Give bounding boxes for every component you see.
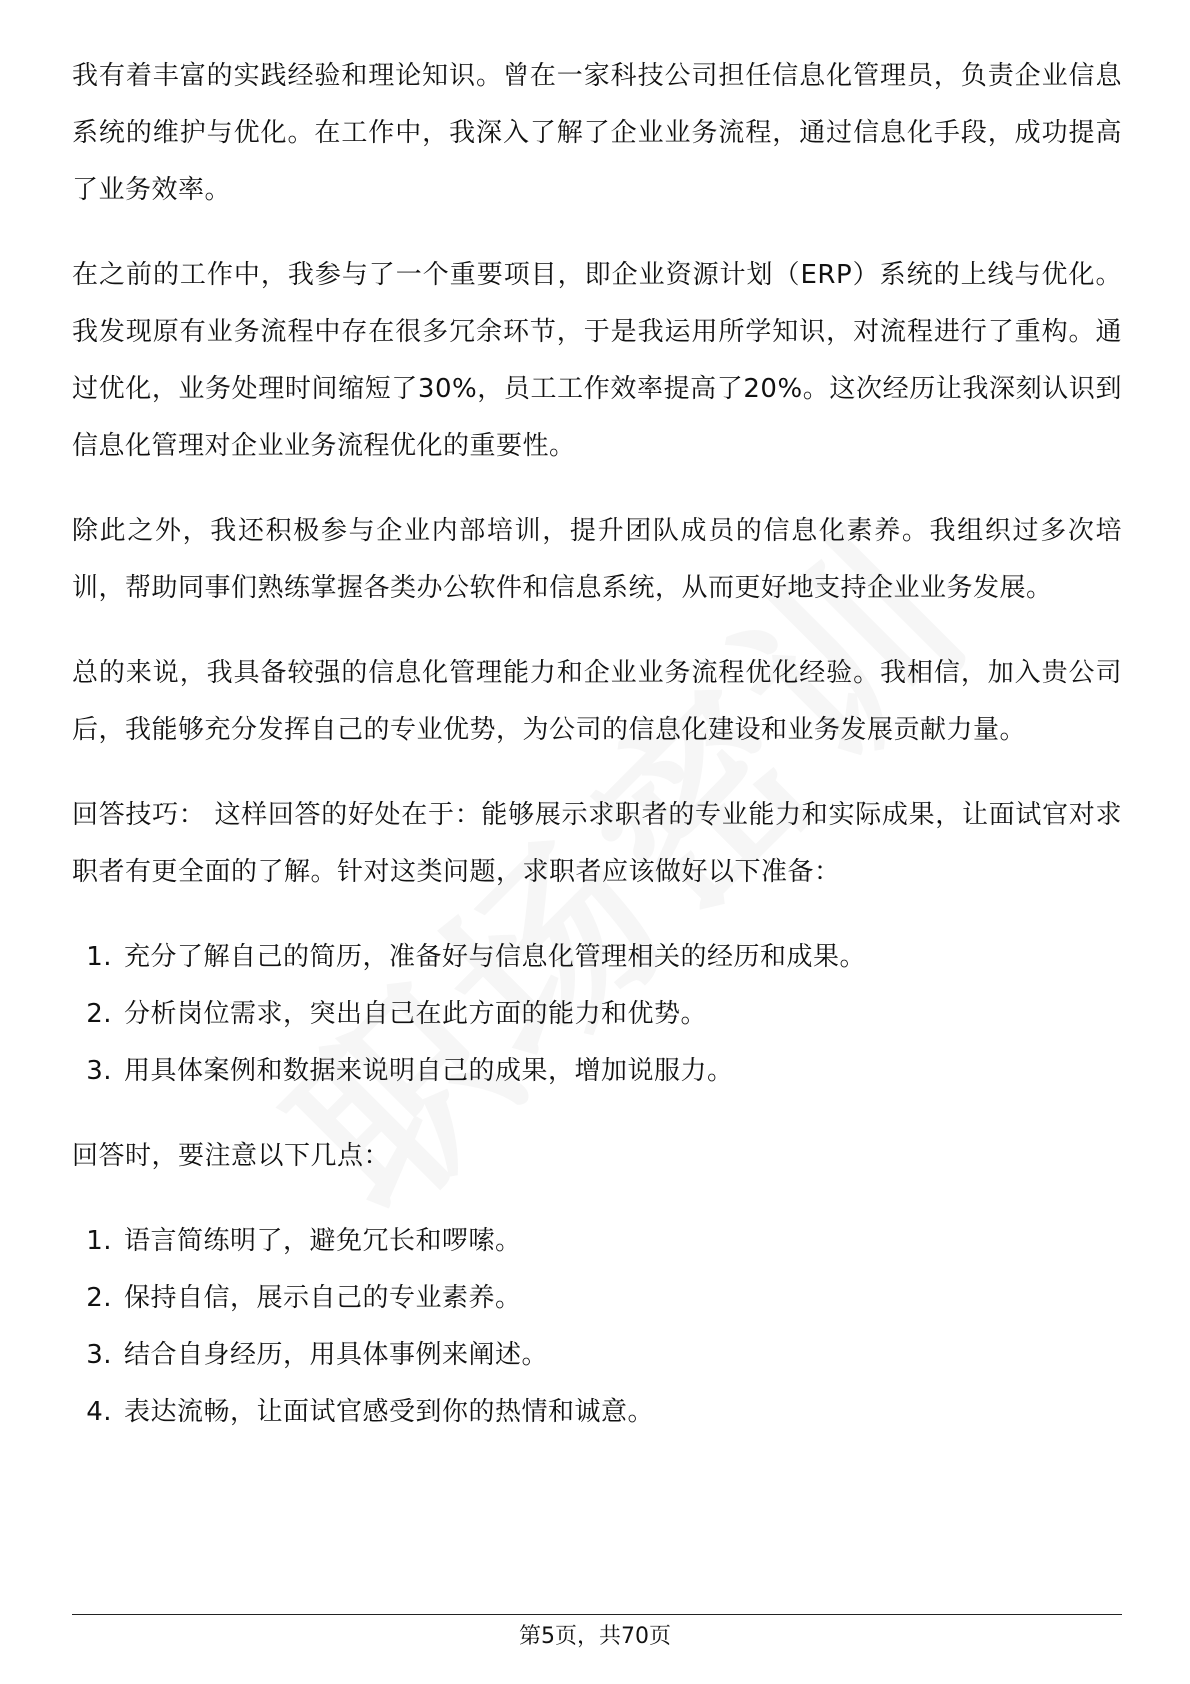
paragraph-summary: 总的来说，我具备较强的信息化管理能力和企业业务流程优化经验。我相信，加入贵公司后，我能够充分发挥自己的专业优势，为公司的信息化建设和业务发展贡献力量。 <box>72 658 1122 745</box>
list-item-text: 用具体案例和数据来说明自己的成果，增加说服力。 <box>124 1056 734 1086</box>
list-number: 1. <box>86 1226 112 1256</box>
list-number: 4. <box>86 1397 112 1427</box>
paragraph-erp-project: 在之前的工作中，我参与了一个重要项目，即企业资源计划（ERP）系统的上线与优化。我发现原有业务流程中存在很多冗余环节，于是我运用所学知识，对流程进行了重构。通过优化，业务处理时间缩短了30%，员工工作效率提高了20%。这次经历让我深刻认识到信息化管理对企业业务流程优化的重要性。 <box>72 260 1122 461</box>
list-number: 2. <box>86 999 112 1029</box>
paragraph-experience: 我有着丰富的实践经验和理论知识。曾在一家科技公司担任信息化管理员，负责企业信息系统的维护与优化。在工作中，我深入了解了企业业务流程，通过信息化手段，成功提高了业务效率。 <box>72 61 1122 205</box>
list-item <box>72 1270 1122 1327</box>
list-item <box>72 1043 1122 1100</box>
list-item-text: 充分了解自己的简历，准备好与信息化管理相关的经历和成果。 <box>124 942 867 972</box>
list-item-text: 保持自信，展示自己的专业素养。 <box>124 1283 522 1313</box>
notes-list <box>72 1213 1122 1441</box>
paragraph-answer-tips: 回答技巧： 这样回答的好处在于：能够展示求职者的专业能力和实际成果，让面试官对求职者有更全面的了解。针对这类问题，求职者应该做好以下准备： <box>72 800 1122 887</box>
footer-divider <box>72 1614 1122 1615</box>
list-number: 1. <box>86 942 112 972</box>
list-item-text: 语言简练明了，避免冗长和啰嗦。 <box>124 1226 522 1256</box>
list-number: 3. <box>86 1056 112 1086</box>
preparation-list <box>72 929 1122 1100</box>
list-item <box>72 1327 1122 1384</box>
page-number: 第5页，共70页 <box>519 1624 671 1649</box>
paragraph-notes-intro: 回答时，要注意以下几点： <box>72 1141 391 1171</box>
list-number: 2. <box>86 1283 112 1313</box>
list-item-text: 结合自身经历，用具体事例来阐述。 <box>124 1340 549 1370</box>
list-item <box>72 986 1122 1043</box>
list-item-text: 表达流畅，让面试官感受到你的热情和诚意。 <box>124 1397 655 1427</box>
list-item <box>72 1213 1122 1270</box>
list-item <box>72 1384 1122 1441</box>
paragraph-training: 除此之外，我还积极参与企业内部培训，提升团队成员的信息化素养。我组织过多次培训，帮助同事们熟练掌握各类办公软件和信息系统，从而更好地支持企业业务发展。 <box>72 516 1122 603</box>
list-item-text: 分析岗位需求，突出自己在此方面的能力和优势。 <box>124 999 708 1029</box>
list-number: 3. <box>86 1340 112 1370</box>
document-content <box>72 48 1122 1469</box>
list-item <box>72 929 1122 986</box>
